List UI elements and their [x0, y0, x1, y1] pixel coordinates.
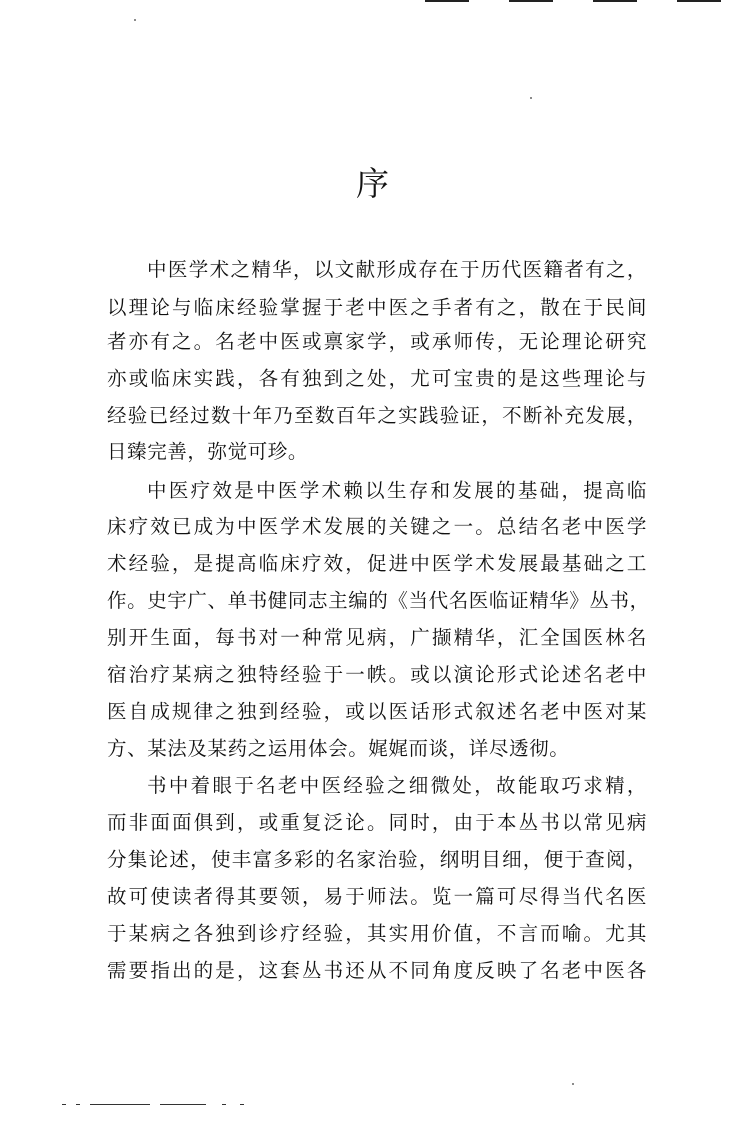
text-line: 以理论与临床经验掌握于老中医之手者有之，散在于民间 [107, 296, 647, 319]
text-line: 术经验，是提高临床疗效，促进中医学术发展最基础之工 [107, 552, 647, 575]
text-line: 书中着眼于名老中医经验之细微处，故能取巧求精， [147, 774, 647, 797]
text-line: 宿治疗某病之独特经验于一帙。或以演论形式论述名老中 [107, 663, 647, 686]
top-rule [509, 0, 553, 2]
text-line: 亦或临床实践，各有独到之处，尤可宝贵的是这些理论与 [107, 367, 647, 390]
text-line: 别开生面，每书对一种常见病，广撷精华，汇全国医林名 [107, 626, 647, 649]
text-line: 经验已经过数十年乃至数百年之实践验证，不断补充发展， [107, 404, 647, 427]
top-rule [425, 0, 469, 2]
scan-dash [76, 1104, 80, 1105]
text-line: 床疗效已成为中医学术发展的关键之一。总结名老中医学 [107, 515, 647, 538]
text-line: 需要指出的是，这套丛书还从不同角度反映了名老中医各 [107, 959, 647, 982]
text-line: 故可使读者得其要领，易于师法。览一篇可尽得当代名医 [107, 885, 647, 908]
text-line: 于某病之各独到诊疗经验，其实用价值，不言而喻。尤其 [107, 922, 647, 945]
text-line: 日臻完善，弥觉可珍。 [107, 440, 309, 463]
bottom-scan-marks [62, 1100, 262, 1110]
top-rule [677, 0, 721, 2]
scan-dash [160, 1104, 206, 1105]
scan-dash [90, 1104, 150, 1105]
scan-speck [530, 97, 532, 99]
scan-dash [222, 1104, 226, 1105]
text-line: 作。史宇广、单书健同志主编的《当代名医临证精华》丛书， [107, 589, 650, 612]
text-line: 中医学术之精华，以文献形成存在于历代医籍者有之， [147, 258, 647, 281]
scan-dash [240, 1104, 244, 1105]
scan-speck [572, 1083, 574, 1085]
page-title: 序 [356, 164, 391, 203]
text-line: 者亦有之。名老中医或禀家学，或承师传，无论理论研究 [107, 330, 647, 353]
scan-speck [134, 19, 136, 21]
text-line: 方、某法及某药之运用体会。娓娓而谈，详尽透彻。 [107, 737, 570, 760]
text-line: 分集论述，使丰富多彩的名家治验，纲明目细，便于查阅， [107, 848, 647, 871]
text-line: 医自成规律之独到经验，或以医话形式叙述名老中医对某 [107, 700, 647, 723]
text-line: 而非面面俱到，或重复泛论。同时，由于本丛书以常见病 [107, 811, 647, 834]
top-rule [593, 0, 637, 2]
text-line: 中医疗效是中医学术赖以生存和发展的基础，提高临 [147, 479, 647, 502]
scan-dash [62, 1104, 66, 1105]
